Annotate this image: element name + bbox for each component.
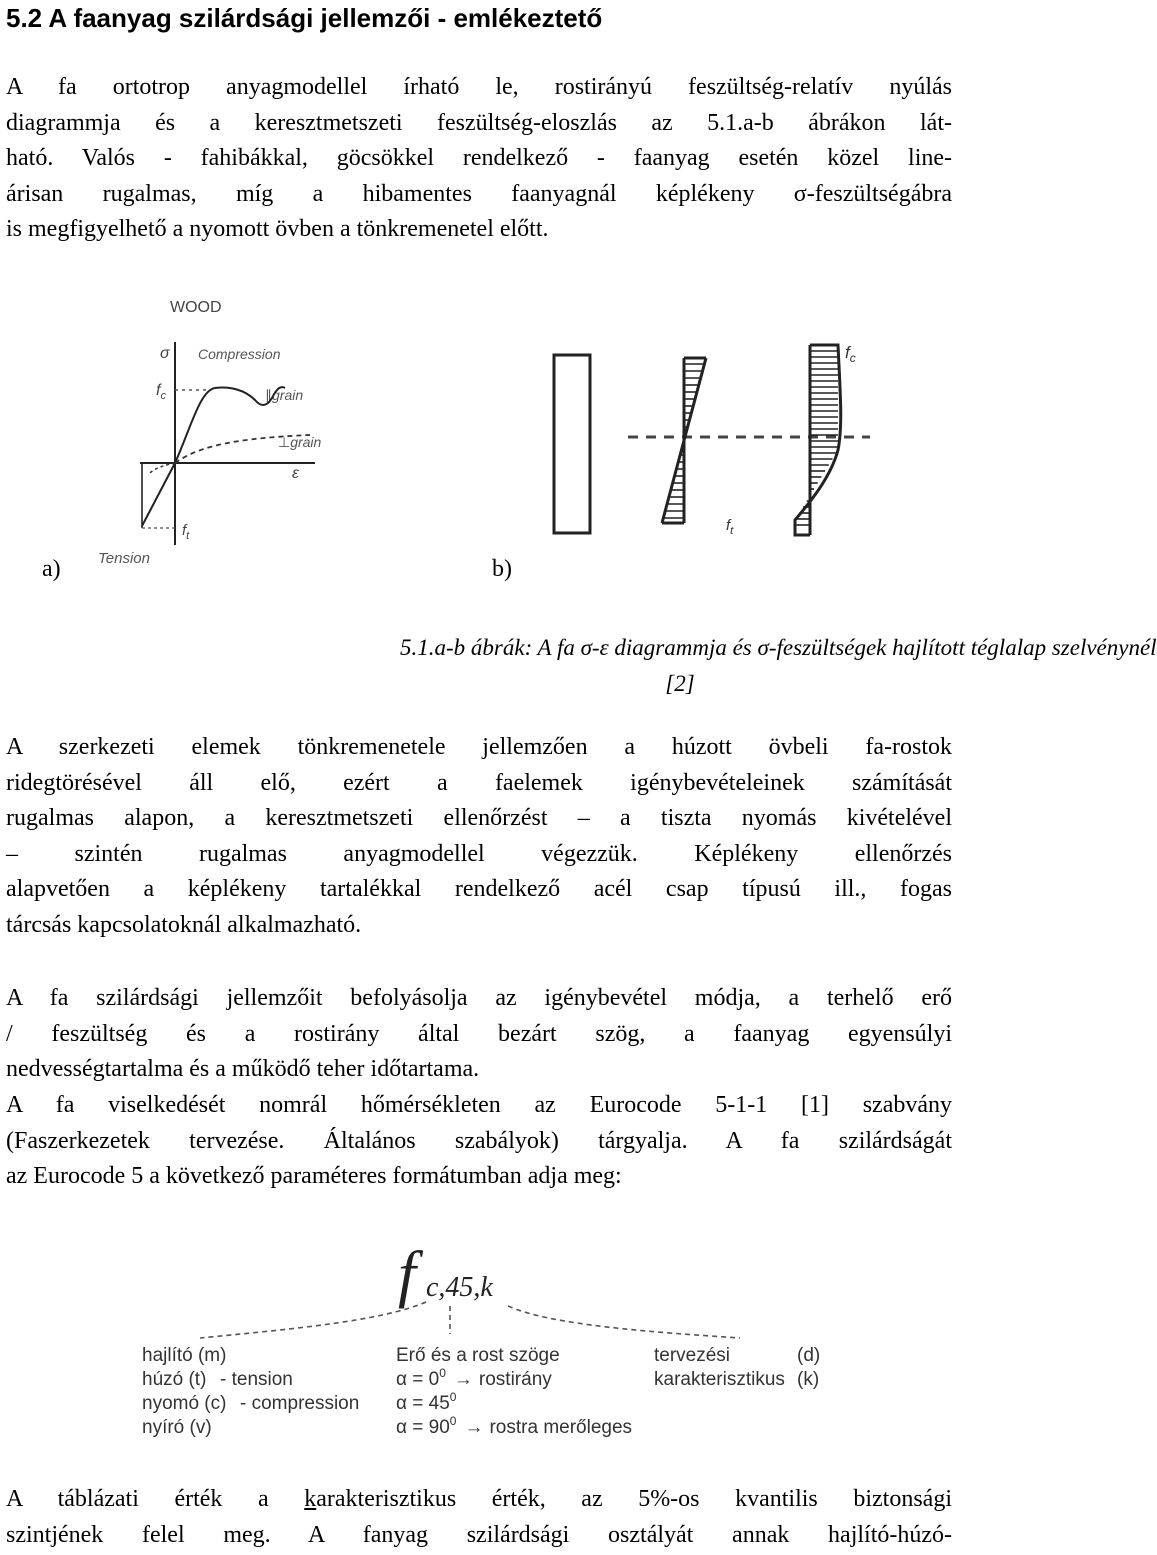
value-type-design: tervezési [654, 1345, 731, 1366]
compression-label: Compression [198, 346, 281, 362]
value-type-characteristic-code: (k) [797, 1369, 820, 1390]
angle-heading: Erő és a rost szöge [396, 1345, 560, 1366]
load-type-bending: hajlító (m) [142, 1345, 227, 1366]
paragraph-line: A táblázati érték a karakterisztikus érték, az 5%-os kvantilis biztonsági [6, 1486, 952, 1512]
underlined-letter: k [304, 1486, 317, 1512]
paragraph-failure [6, 730, 952, 944]
strength-notation-figure [130, 1230, 850, 1450]
load-type-tension: húzó (t) [142, 1369, 207, 1390]
caption-line: 5.1.a-b ábrák: A fa σ-ε diagrammja és σ-feszültségek hajlított téglalap szelvénynél [400, 635, 1157, 660]
panel-a-label: a) [42, 556, 61, 582]
cross-section-stress-diagram [540, 330, 880, 545]
section-title: 5.2 A faanyag szilárdsági jellemzői - emlékeztető [6, 3, 603, 33]
rectangular-section [554, 355, 590, 533]
panel-b-label: b) [492, 556, 512, 582]
paragraph-line: az Eurocode 5 a következő paraméteres formátumban adja meg: [6, 1163, 622, 1190]
fc-label-b: $f_c$ [845, 343, 856, 365]
angle-90: $\alpha = 90^0$ → rostra merőleges [396, 1414, 633, 1438]
angle-45: $\alpha = 45^0$ [396, 1390, 457, 1414]
value-type-characteristic: karakterisztikus [654, 1369, 785, 1390]
paragraph-line: ridegtörésével áll elő, ezért a faelemek igénybevételeinek számítását [6, 769, 952, 796]
load-type-shear: nyíró (v) [142, 1417, 212, 1438]
epsilon-axis-label: ε [292, 465, 300, 482]
tension-line [142, 463, 175, 526]
paragraph-line: tárcsás kapcsolatoknál alkalmazható. [6, 911, 362, 938]
load-type-compression-note: - compression [240, 1393, 360, 1414]
intro-line: A fa ortotrop anyagmodellel írható le, rostirányú feszültség-relatív nyúlás [6, 74, 952, 100]
paragraph-factors [6, 981, 952, 1088]
fc-label-a: $f_c$ [156, 382, 166, 402]
intro-line: árisan rugalmas, míg a hibamentes faanyagnál képlékeny σ-feszültségábra [6, 180, 952, 207]
intro-line: diagrammja és a keresztmetszeti feszültség-eloszlás az 5.1.a-b ábrákon lát- [6, 109, 952, 136]
paragraph-line: / feszültség és a rostirány által bezárt szög, a faanyag egyensúlyi [6, 1020, 952, 1047]
tension-label: Tension [98, 550, 150, 567]
wood-label: WOOD [170, 299, 222, 316]
value-type-design-code: (d) [797, 1345, 821, 1366]
paragraph-line: A fa viselkedését nomrál hőmérsékleten az Eurocode 5-1-1 [1] szabvány [6, 1092, 952, 1118]
intro-line: ható. Valós - fahibákkal, göcsökkel rendelkező - faanyag esetén közel line- [6, 145, 952, 172]
paragraph-line: (Faszerkezetek tervezése. Általános szabályok) tárgyalja. A fa szilárdságát [6, 1127, 952, 1154]
figure-caption [400, 630, 1157, 702]
sigma-axis-label: σ [160, 345, 170, 362]
stress-strain-diagram [80, 280, 360, 580]
caption-ref: [2] [665, 671, 695, 696]
load-type-compression: nyomó (c) [142, 1393, 227, 1414]
paragraph-line: rugalmas alapon, a keresztmetszeti ellenőrzést – a tiszta nyomás kivételével [6, 805, 952, 832]
paragraph-line: A fa szilárdsági jellemzőit befolyásolja az igénybevétel módja, a terhelő erő [6, 985, 952, 1011]
perpendicular-grain-label: ⊥grain [278, 434, 322, 450]
plastic-stress-diagram [795, 345, 841, 535]
paragraph-line: – szintén rugalmas anyagmodellel végezzük. Képlékeny ellenőrzés [6, 840, 952, 867]
strength-symbol: f [398, 1238, 416, 1309]
strength-subscript: c,45,k [426, 1272, 493, 1303]
parallel-grain-label: ∥grain [265, 387, 304, 403]
intro-paragraph [6, 70, 952, 248]
intro-line: is megfigyelhető a nyomott övben a tönkremenetel előtt. [6, 216, 549, 243]
angle-0: $\alpha = 0^0$ → rostirány [396, 1366, 552, 1390]
ft-label-a: $f_t$ [182, 522, 190, 542]
load-type-tension-note: - tension [220, 1369, 293, 1390]
linear-stress-diagram [662, 358, 706, 523]
paragraph-line: nedvességtartalma és a működő teher időtartama. [6, 1056, 480, 1083]
paragraph-characteristic [6, 1482, 952, 1553]
paragraph-line: A szerkezeti elemek tönkremenetele jellemzően a húzott övbeli fa-rostok [6, 734, 952, 760]
paragraph-line: szintjének felel meg. A fanyag szilárdsági osztályát annak hajlító-húzó- [6, 1521, 952, 1548]
connector-lines [200, 1302, 740, 1338]
paragraph-line: alapvetően a képlékeny tartalékkal rendelkező acél csap típusú ill., fogas [6, 876, 952, 903]
ft-label-b: $f_t$ [726, 517, 734, 537]
paragraph-eurocode [6, 1088, 952, 1195]
